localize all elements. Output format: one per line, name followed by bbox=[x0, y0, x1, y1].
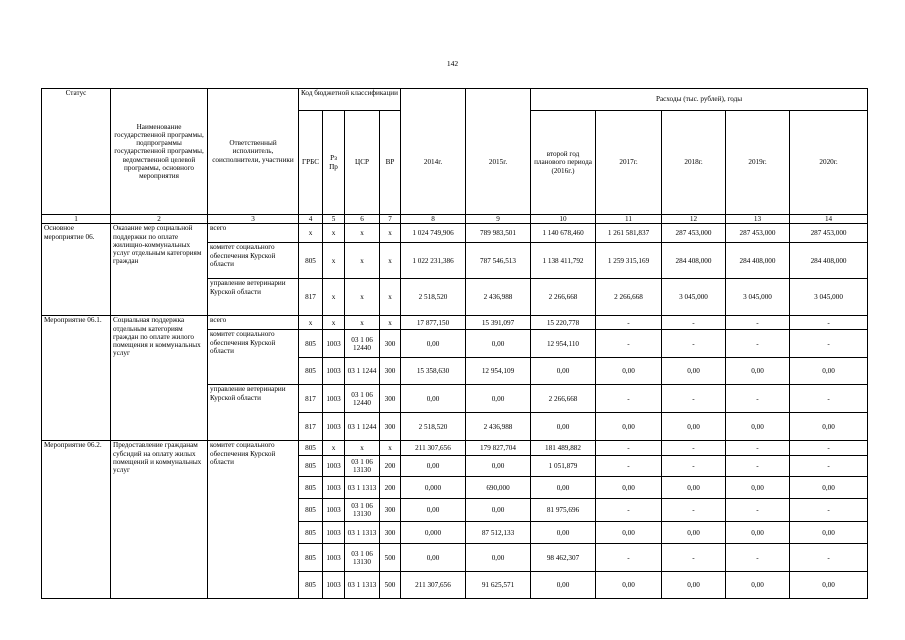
program-name-cell: Оказание мер социальной поддержки по оплате жилищно-коммунальных услуг отдельным категориям граждан bbox=[111, 224, 208, 316]
responsible-cell: всего bbox=[208, 316, 299, 330]
value-2019: - bbox=[726, 441, 790, 456]
col-index: 3 bbox=[208, 215, 299, 224]
value-2019: - bbox=[726, 316, 790, 330]
value-2016: 98 462,307 bbox=[531, 544, 596, 572]
value-2020: - bbox=[790, 385, 868, 413]
csr-cell: 03 1 1244 bbox=[345, 413, 380, 441]
value-2019: 0,00 bbox=[726, 572, 790, 599]
grbs-cell: х bbox=[299, 316, 323, 330]
value-2017: 0,00 bbox=[596, 358, 662, 385]
value-2015: 0,00 bbox=[466, 330, 531, 358]
value-2014: 17 877,150 bbox=[401, 316, 466, 330]
value-2019: 0,00 bbox=[726, 413, 790, 441]
value-2018: 0,00 bbox=[662, 358, 726, 385]
csr-cell: 03 1 06 12440 bbox=[345, 385, 380, 413]
value-2016: 0,00 bbox=[531, 413, 596, 441]
value-2018: 0,00 bbox=[662, 413, 726, 441]
value-2020: 0,00 bbox=[790, 522, 868, 544]
value-2014: 0,000 bbox=[401, 477, 466, 499]
rzpr-cell: 1003 bbox=[323, 522, 345, 544]
budget-table bbox=[41, 88, 868, 599]
grbs-cell: 805 bbox=[299, 441, 323, 456]
value-2014: 1 024 749,906 bbox=[401, 224, 466, 243]
rzpr-cell: х bbox=[323, 224, 345, 243]
value-2015: 2 436,988 bbox=[466, 413, 531, 441]
header-expenses: Расходы (тыс. рублей), годы bbox=[531, 89, 868, 111]
value-2018: - bbox=[662, 544, 726, 572]
header-2015: 2015г. bbox=[466, 111, 531, 215]
header-responsible: Ответственный исполнитель, соисполнители, участники bbox=[208, 89, 299, 215]
col-index: 1 bbox=[42, 215, 111, 224]
value-2015: 690,000 bbox=[466, 477, 531, 499]
value-2020: - bbox=[790, 316, 868, 330]
value-2015: 12 954,109 bbox=[466, 358, 531, 385]
header-program-name: Наименование государственной программы, подпрограммы государственной программы, ведомственной целевой программы, основного мероприятия bbox=[111, 89, 208, 215]
header-2016: второй год планового периода (2016г.) bbox=[531, 111, 596, 215]
header-2018: 2018г. bbox=[662, 111, 726, 215]
csr-cell: х bbox=[345, 243, 380, 279]
table-row bbox=[42, 441, 868, 456]
col-index: 11 bbox=[596, 215, 662, 224]
value-2020: - bbox=[790, 456, 868, 477]
csr-cell: 03 1 06 13130 bbox=[345, 456, 380, 477]
value-2015: 0,00 bbox=[466, 385, 531, 413]
value-2017: - bbox=[596, 385, 662, 413]
value-2019: 3 045,000 bbox=[726, 279, 790, 316]
header-2019: 2019г. bbox=[726, 111, 790, 215]
value-2020: 0,00 bbox=[790, 572, 868, 599]
value-2017: 2 266,668 bbox=[596, 279, 662, 316]
value-2015: 0,00 bbox=[466, 499, 531, 522]
value-2014: 211 307,656 bbox=[401, 572, 466, 599]
vr-cell: 300 bbox=[380, 413, 401, 441]
value-2014: 0,00 bbox=[401, 385, 466, 413]
rzpr-cell: 1003 bbox=[323, 385, 345, 413]
value-2017: - bbox=[596, 316, 662, 330]
table-row bbox=[42, 224, 868, 243]
vr-cell: 300 bbox=[380, 385, 401, 413]
value-2015: 91 625,571 bbox=[466, 572, 531, 599]
value-2016: 0,00 bbox=[531, 477, 596, 499]
col-index: 12 bbox=[662, 215, 726, 224]
vr-cell: 200 bbox=[380, 456, 401, 477]
value-2016: 1 140 678,460 bbox=[531, 224, 596, 243]
col-index: 8 bbox=[401, 215, 466, 224]
value-2019: 287 453,000 bbox=[726, 224, 790, 243]
value-2018: - bbox=[662, 330, 726, 358]
value-2017: 0,00 bbox=[596, 522, 662, 544]
value-2015: 15 391,097 bbox=[466, 316, 531, 330]
value-2019: 284 408,000 bbox=[726, 243, 790, 279]
header-grbs: ГРБС bbox=[299, 111, 323, 215]
col-index: 4 bbox=[299, 215, 323, 224]
col-index: 6 bbox=[345, 215, 380, 224]
rzpr-cell: х bbox=[323, 243, 345, 279]
value-2017: - bbox=[596, 456, 662, 477]
value-2018: - bbox=[662, 441, 726, 456]
grbs-cell: 817 bbox=[299, 385, 323, 413]
header-2017: 2017г. bbox=[596, 111, 662, 215]
value-2018: - bbox=[662, 499, 726, 522]
responsible-cell: комитет социального обеспечения Курской области bbox=[208, 243, 299, 279]
value-2018: 3 045,000 bbox=[662, 279, 726, 316]
table-body bbox=[42, 224, 868, 599]
csr-cell: х bbox=[345, 224, 380, 243]
csr-cell: 03 1 06 13130 bbox=[345, 499, 380, 522]
status-cell: Мероприятие 06.1. bbox=[42, 316, 111, 441]
value-2015: 0,00 bbox=[466, 456, 531, 477]
csr-cell: 03 1 1244 bbox=[345, 358, 380, 385]
value-2015: 0,00 bbox=[466, 544, 531, 572]
responsible-cell: управление ветеринарии Курской области bbox=[208, 279, 299, 316]
csr-cell: х bbox=[345, 316, 380, 330]
rzpr-cell: 1003 bbox=[323, 499, 345, 522]
grbs-cell: 805 bbox=[299, 544, 323, 572]
value-2017: 0,00 bbox=[596, 477, 662, 499]
value-2020: - bbox=[790, 330, 868, 358]
value-2019: - bbox=[726, 499, 790, 522]
value-2019: 0,00 bbox=[726, 358, 790, 385]
value-2020: 284 408,000 bbox=[790, 243, 868, 279]
value-2020: 3 045,000 bbox=[790, 279, 868, 316]
vr-cell: 200 bbox=[380, 477, 401, 499]
value-2016: 1 051,879 bbox=[531, 456, 596, 477]
header-csr: ЦСР bbox=[345, 111, 380, 215]
value-2017: 1 259 315,169 bbox=[596, 243, 662, 279]
value-2015: 179 827,704 bbox=[466, 441, 531, 456]
value-2017: - bbox=[596, 441, 662, 456]
grbs-cell: 817 bbox=[299, 413, 323, 441]
csr-cell: х bbox=[345, 441, 380, 456]
value-2018: - bbox=[662, 385, 726, 413]
grbs-cell: 805 bbox=[299, 456, 323, 477]
value-2017: 0,00 bbox=[596, 572, 662, 599]
value-2018: 284 408,000 bbox=[662, 243, 726, 279]
value-2016: 181 489,882 bbox=[531, 441, 596, 456]
vr-cell: х bbox=[380, 279, 401, 316]
value-2016: 81 975,696 bbox=[531, 499, 596, 522]
value-2014: 0,00 bbox=[401, 544, 466, 572]
value-2020: 0,00 bbox=[790, 477, 868, 499]
rzpr-cell: 1003 bbox=[323, 456, 345, 477]
value-2020: 0,00 bbox=[790, 358, 868, 385]
value-2018: - bbox=[662, 456, 726, 477]
value-2017: 1 261 581,837 bbox=[596, 224, 662, 243]
grbs-cell: 817 bbox=[299, 279, 323, 316]
rzpr-cell: 1003 bbox=[323, 572, 345, 599]
value-2019: 0,00 bbox=[726, 522, 790, 544]
vr-cell: х bbox=[380, 316, 401, 330]
col-index: 5 bbox=[323, 215, 345, 224]
value-2015: 789 983,501 bbox=[466, 224, 531, 243]
vr-cell: х bbox=[380, 224, 401, 243]
page-number: 142 bbox=[446, 59, 459, 68]
value-2017: - bbox=[596, 499, 662, 522]
grbs-cell: х bbox=[299, 224, 323, 243]
vr-cell: 500 bbox=[380, 544, 401, 572]
col-index: 13 bbox=[726, 215, 790, 224]
value-2014: 0,000 bbox=[401, 522, 466, 544]
value-2020: - bbox=[790, 544, 868, 572]
rzpr-cell: х bbox=[323, 441, 345, 456]
value-2014: 2 518,520 bbox=[401, 413, 466, 441]
csr-cell: 03 1 06 12440 bbox=[345, 330, 380, 358]
value-2020: - bbox=[790, 441, 868, 456]
value-2019: - bbox=[726, 330, 790, 358]
value-2014: 0,00 bbox=[401, 499, 466, 522]
value-2014: 15 358,630 bbox=[401, 358, 466, 385]
value-2016: 0,00 bbox=[531, 572, 596, 599]
table-header bbox=[42, 89, 868, 224]
col-index: 14 bbox=[790, 215, 868, 224]
value-2014: 2 518,520 bbox=[401, 279, 466, 316]
grbs-cell: 805 bbox=[299, 477, 323, 499]
vr-cell: х bbox=[380, 441, 401, 456]
value-2019: - bbox=[726, 544, 790, 572]
header-rzpr: Рз Пр bbox=[323, 111, 345, 215]
vr-cell: 300 bbox=[380, 499, 401, 522]
header-budget-code: Код бюджетной классификации bbox=[299, 89, 401, 111]
grbs-cell: 805 bbox=[299, 243, 323, 279]
rzpr-cell: 1003 bbox=[323, 330, 345, 358]
rzpr-cell: 1003 bbox=[323, 544, 345, 572]
value-2015: 787 546,513 bbox=[466, 243, 531, 279]
value-2016: 1 138 411,792 bbox=[531, 243, 596, 279]
value-2019: 0,00 bbox=[726, 477, 790, 499]
value-2018: 0,00 bbox=[662, 477, 726, 499]
header-2020: 2020г. bbox=[790, 111, 868, 215]
value-2019: - bbox=[726, 385, 790, 413]
grbs-cell: 805 bbox=[299, 358, 323, 385]
status-cell: Мероприятие 06.2. bbox=[42, 441, 111, 599]
grbs-cell: 805 bbox=[299, 330, 323, 358]
value-2014: 0,00 bbox=[401, 456, 466, 477]
grbs-cell: 805 bbox=[299, 522, 323, 544]
status-cell: Основное мероприятие 06. bbox=[42, 224, 111, 316]
value-2015: 2 436,988 bbox=[466, 279, 531, 316]
rzpr-cell: 1003 bbox=[323, 358, 345, 385]
vr-cell: 500 bbox=[380, 572, 401, 599]
value-2019: - bbox=[726, 456, 790, 477]
csr-cell: 03 1 1313 bbox=[345, 477, 380, 499]
vr-cell: х bbox=[380, 243, 401, 279]
program-name-cell: Социальная поддержка отдельным категориям граждан по оплате жилого помещения и коммунальных услуг bbox=[111, 316, 208, 441]
header-empty-2014 bbox=[401, 89, 466, 111]
table-row bbox=[42, 316, 868, 330]
rzpr-cell: х bbox=[323, 279, 345, 316]
value-2017: - bbox=[596, 330, 662, 358]
value-2016: 2 266,668 bbox=[531, 279, 596, 316]
rzpr-cell: х bbox=[323, 316, 345, 330]
grbs-cell: 805 bbox=[299, 572, 323, 599]
column-index-row bbox=[42, 215, 868, 224]
value-2016: 0,00 bbox=[531, 358, 596, 385]
value-2020: - bbox=[790, 499, 868, 522]
grbs-cell: 805 bbox=[299, 499, 323, 522]
header-2014: 2014г. bbox=[401, 111, 466, 215]
responsible-cell: комитет социального обеспечения Курской области bbox=[208, 441, 299, 599]
value-2016: 0,00 bbox=[531, 522, 596, 544]
vr-cell: 300 bbox=[380, 330, 401, 358]
vr-cell: 300 bbox=[380, 522, 401, 544]
value-2018: - bbox=[662, 316, 726, 330]
value-2014: 0,00 bbox=[401, 330, 466, 358]
value-2018: 287 453,000 bbox=[662, 224, 726, 243]
value-2020: 287 453,000 bbox=[790, 224, 868, 243]
col-index: 9 bbox=[466, 215, 531, 224]
responsible-cell: комитет социального обеспечения Курской области bbox=[208, 330, 299, 385]
header-status: Статус bbox=[42, 89, 111, 215]
rzpr-cell: 1003 bbox=[323, 477, 345, 499]
col-index: 10 bbox=[531, 215, 596, 224]
value-2015: 87 512,133 bbox=[466, 522, 531, 544]
csr-cell: 03 1 06 13130 bbox=[345, 544, 380, 572]
col-index: 2 bbox=[111, 215, 208, 224]
program-name-cell: Предоставление гражданам субсидий на оплату жилых помещений и коммунальных услуг bbox=[111, 441, 208, 599]
value-2016: 15 220,778 bbox=[531, 316, 596, 330]
value-2017: - bbox=[596, 544, 662, 572]
value-2018: 0,00 bbox=[662, 522, 726, 544]
responsible-cell: всего bbox=[208, 224, 299, 243]
csr-cell: 03 1 1313 bbox=[345, 572, 380, 599]
value-2014: 1 022 231,386 bbox=[401, 243, 466, 279]
col-index: 7 bbox=[380, 215, 401, 224]
value-2020: 0,00 bbox=[790, 413, 868, 441]
csr-cell: 03 1 1313 bbox=[345, 522, 380, 544]
value-2016: 2 266,668 bbox=[531, 385, 596, 413]
csr-cell: х bbox=[345, 279, 380, 316]
value-2017: 0,00 bbox=[596, 413, 662, 441]
vr-cell: 300 bbox=[380, 358, 401, 385]
header-empty-2015 bbox=[466, 89, 531, 111]
value-2016: 12 954,110 bbox=[531, 330, 596, 358]
value-2014: 211 307,656 bbox=[401, 441, 466, 456]
header-vr: ВР bbox=[380, 111, 401, 215]
value-2018: 0,00 bbox=[662, 572, 726, 599]
rzpr-cell: 1003 bbox=[323, 413, 345, 441]
responsible-cell: управление ветеринарии Курской области bbox=[208, 385, 299, 441]
